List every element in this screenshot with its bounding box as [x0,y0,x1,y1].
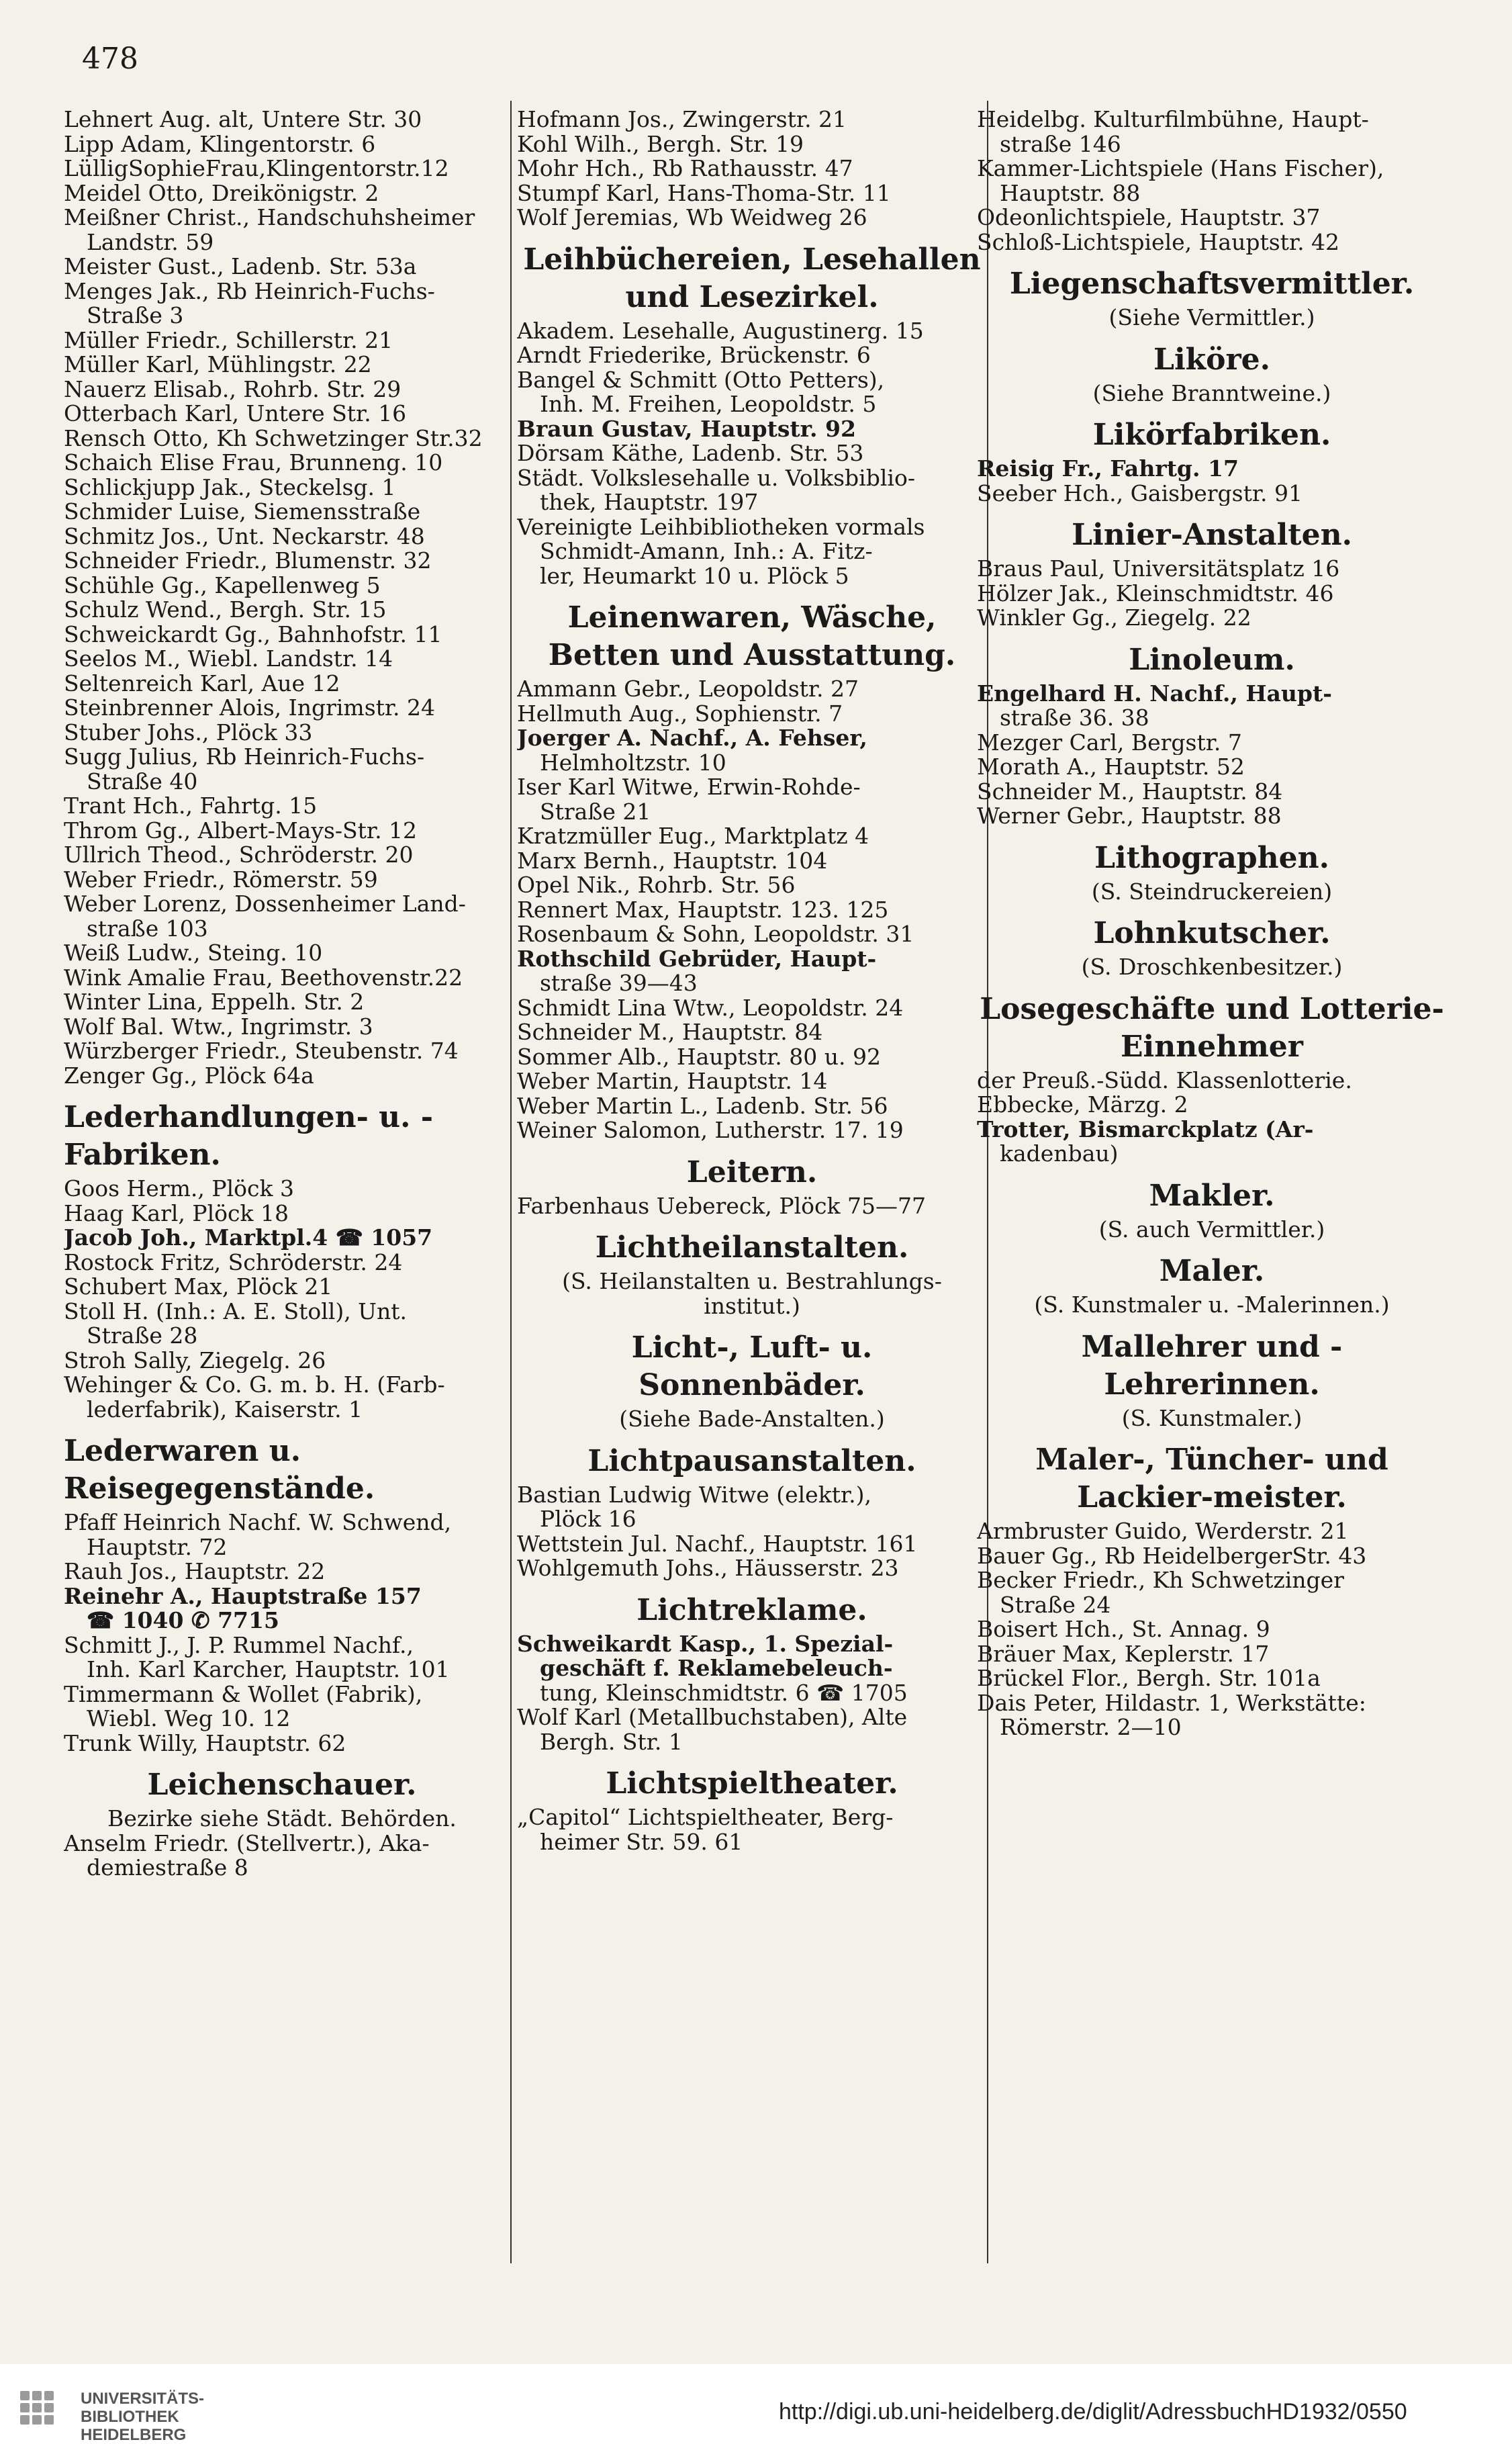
section-heading: Licht-, Luft- u. Sonnenbäder. [631,1330,873,1402]
entry-continuation: heimer Str. 59. 61 [540,1829,743,1854]
directory-entry: Weber Friedr., Römerstr. 59 [64,867,378,892]
bold-entry: Schweikardt Kasp., 1. Spezial- [517,1631,894,1656]
section-heading: Lichtreklame. [636,1592,867,1627]
library-logo-icon [20,2391,67,2438]
directory-entry: Hölzer Jak., Kleinschmidtstr. 46 [977,581,1334,606]
directory-entry: Odeonlichtspiele, Hauptstr. 37 [977,206,1321,230]
section-heading: Linier-Anstalten. [1072,518,1352,552]
directory-entry: Dais Peter, Hildastr. 1, Werkstätte: [977,1690,1366,1715]
directory-entry: Mezger Carl, Bergstr. 7 [977,730,1242,755]
entry-continuation: straße 36. 38 [1000,706,1149,731]
column-rule [510,101,512,2263]
directory-entry: Wolf Karl (Metallbuchstaben), Alte [517,1705,908,1730]
directory-entry: „Capitol“ Lichtspieltheater, Berg- [517,1805,894,1830]
entry-continuation: Schmidt-Amann, Inh.: A. Fitz- [540,539,873,564]
section-heading: Lederwaren u. Reisegegenstände. [64,1434,375,1506]
directory-entry: Müller Friedr., Schillerstr. 21 [64,328,393,353]
directory-entry: Ullrich Theod., Schröderstr. 20 [64,843,414,868]
directory-entry: Trunk Willy, Hauptstr. 62 [64,1731,346,1756]
section-heading: Lichtspieltheater. [606,1766,898,1801]
directory-entry: Dörsam Käthe, Ladenb. Str. 53 [517,441,864,466]
directory-entry: Stroh Sally, Ziegelg. 26 [64,1348,326,1373]
directory-entry: Schloß-Lichtspiele, Hauptstr. 42 [977,230,1340,255]
bold-entry: Trotter, Bismarckplatz (Ar- [977,1117,1314,1142]
directory-entry: Armbruster Guido, Werderstr. 21 [977,1519,1349,1544]
directory-column-3 [977,107,1447,1740]
directory-entry: Rosenbaum & Sohn, Leopoldstr. 31 [517,922,914,947]
cross-reference-note: Bezirke siehe Städt. Behörden. [107,1805,457,1831]
directory-entry: Wolf Jeremias, Wb Weidweg 26 [517,206,867,230]
directory-entry: Marx Bernh., Hauptstr. 104 [517,848,828,873]
section-heading: Lichtpausanstalten. [587,1443,916,1478]
library-name-line: HEIDELBERG [81,2426,187,2444]
directory-entry: Braus Paul, Universitätsplatz 16 [977,557,1340,582]
directory-entry: Schaich Elise Frau, Brunneng. 10 [64,451,443,476]
directory-entry: Throm Gg., Albert-Mays-Str. 12 [64,818,418,843]
directory-entry: Stoll H. (Inh.: A. E. Stoll), Unt. [64,1299,408,1324]
directory-entry: Rennert Max, Hauptstr. 123. 125 [517,897,889,922]
directory-entry: Rensch Otto, Kh Schwetzinger Str.32 [64,426,483,451]
directory-entry: Anselm Friedr. (Stellvertr.), Aka- [64,1831,430,1856]
entry-continuation: Straße 40 [87,769,198,794]
directory-entry: Schneider Friedr., Blumenstr. 32 [64,549,432,574]
entry-continuation: tung, Kleinschmidtstr. 6 ☎ 1705 [540,1680,908,1705]
entry-continuation: kadenbau) [1000,1142,1119,1167]
section-heading: Lichtheilanstalten. [595,1230,909,1265]
directory-entry: Bauer Gg., Rb HeidelbergerStr. 43 [977,1543,1367,1568]
cross-reference-note: (Siehe Branntweine.) [1092,379,1331,406]
directory-entry: Rostock Fritz, Schröderstr. 24 [64,1250,403,1275]
entry-continuation: Bergh. Str. 1 [540,1729,683,1754]
directory-entry: Vereinigte Leihbibliotheken vormals [517,514,925,539]
directory-entry: Schulz Wend., Bergh. Str. 15 [64,598,387,623]
directory-entry: Schmidt Lina Wtw., Leopoldstr. 24 [517,995,904,1020]
bold-entry: Rothschild Gebrüder, Haupt- [517,946,877,971]
directory-entry: Schneider M., Hauptstr. 84 [977,779,1283,804]
directory-entry: Bräuer Max, Keplerstr. 17 [977,1641,1270,1666]
entry-continuation: Hauptstr. 72 [87,1535,228,1559]
section-heading: Leitern. [686,1155,818,1189]
directory-entry: Müller Karl, Mühlingstr. 22 [64,353,372,377]
directory-entry: Becker Friedr., Kh Schwetzinger [977,1568,1344,1593]
bold-entry: Reinehr A., Hauptstraße 157 [64,1584,422,1609]
section-heading: Maler. [1159,1254,1265,1288]
directory-entry: Seltenreich Karl, Aue 12 [64,671,340,696]
cross-reference-note: (S. Heilanstalten u. Bestrahlungs- [562,1268,942,1294]
directory-entry: Bastian Ludwig Witwe (elektr.), [517,1482,871,1507]
directory-entry: Ammann Gebr., Leopoldstr. 27 [517,677,859,702]
directory-entry: Weiner Salomon, Lutherstr. 17. 19 [517,1118,904,1143]
entry-continuation: straße 39—43 [540,971,698,996]
directory-entry: Wehinger & Co. G. m. b. H. (Farb- [64,1373,445,1398]
directory-entry: Otterbach Karl, Untere Str. 16 [64,402,407,426]
directory-entry: Hofmann Jos., Zwingerstr. 21 [517,107,847,132]
entry-continuation: straße 146 [1000,132,1121,156]
directory-entry: Brückel Flor., Bergh. Str. 101a [977,1666,1321,1691]
entry-continuation: Landstr. 59 [87,230,214,255]
directory-entry: Schmitt J., J. P. Rummel Nachf., [64,1633,414,1658]
section-heading: Maler-, Tüncher- und Lackier-meister. [1035,1443,1388,1514]
section-heading: Lederhandlungen- u. -Fabriken. [64,1100,434,1172]
directory-entry: Schmitz Jos., Unt. Neckarstr. 48 [64,524,425,549]
section-heading: Liköre. [1153,342,1270,377]
cross-reference-note: (S. Kunstmaler u. -Malerinnen.) [1034,1292,1390,1318]
directory-entry: Meißner Christ., Handschuhsheimer [64,206,475,230]
directory-entry: Städt. Volkslesehalle u. Volksbiblio- [517,465,915,490]
directory-column-2 [517,107,987,1854]
section-heading: Losegeschäfte und Lotterie-Einnehmer [980,991,1444,1064]
entry-continuation: lederfabrik), Kaiserstr. 1 [87,1397,363,1422]
directory-entry: Schubert Max, Plöck 21 [64,1275,333,1300]
cross-reference-note: (Siehe Bade-Anstalten.) [619,1406,885,1432]
directory-entry: Wohlgemuth Johs., Häusserstr. 23 [517,1556,899,1581]
directory-entry: Meidel Otto, Dreikönigstr. 2 [64,181,379,206]
section-heading: Mallehrer und -Lehrerinnen. [1081,1329,1343,1402]
entry-continuation: Inh. M. Freihen, Leopoldstr. 5 [540,392,877,417]
directory-entry: Iser Karl Witwe, Erwin-Rohde- [517,775,861,800]
directory-entry: Sugg Julius, Rb Heinrich-Fuchs- [64,745,425,770]
directory-entry: Steinbrenner Alois, Ingrimstr. 24 [64,696,436,721]
directory-entry: Rauh Jos., Hauptstr. 22 [64,1559,326,1584]
source-url-link[interactable]: http://digi.ub.uni-heidelberg.de/diglit/AdressbuchHD1932/0550 [779,2399,1407,2425]
section-heading: Makler. [1149,1178,1275,1213]
directory-entry: Farbenhaus Uebereck, Plöck 75—77 [517,1193,926,1218]
directory-column-1 [64,107,500,1881]
directory-entry: Akadem. Lesehalle, Augustinerg. 15 [517,318,924,343]
directory-entry: Kohl Wilh., Bergh. Str. 19 [517,132,804,156]
directory-entry: der Preuß.-Südd. Klassenlotterie. [977,1068,1352,1093]
directory-entry: Nauerz Elisab., Rohrb. Str. 29 [64,377,401,402]
section-heading: Leinenwaren, Wäsche, Betten und Ausstattung. [548,600,956,672]
entry-continuation: Hauptstr. 88 [1000,181,1141,206]
directory-entry: Stuber Johs., Plöck 33 [64,720,313,745]
directory-entry: Lehnert Aug. alt, Untere Str. 30 [64,107,422,132]
page-number: 478 [82,42,138,76]
directory-entry: Schneider M., Hauptstr. 84 [517,1020,823,1045]
directory-entry: Schmider Luise, Siemensstraße [64,500,421,525]
library-name [81,2390,204,2444]
bold-entry: Braun Gustav, Hauptstr. 92 [517,416,856,441]
cross-reference-note: institut.) [704,1292,800,1319]
directory-entry: Weiß Ludw., Steing. 10 [64,941,323,966]
directory-entry: Kratzmüller Eug., Marktplatz 4 [517,824,869,849]
library-name-line: UNIVERSITÄTS- [81,2390,205,2408]
directory-entry: Bangel & Schmitt (Otto Petters), [517,367,885,392]
entry-continuation: Inh. Karl Karcher, Hauptstr. 101 [87,1658,450,1682]
cross-reference-note: (S. auch Vermittler.) [1098,1216,1325,1242]
directory-entry: Schlickjupp Jak., Steckelsg. 1 [64,475,396,500]
section-heading: Leihbüchereien, Lesehallen und Lesezirkel. [523,242,981,314]
directory-entry: Menges Jak., Rb Heinrich-Fuchs- [64,279,435,304]
section-heading: Leichenschauer. [147,1768,417,1802]
directory-entry: Mohr Hch., Rb Rathausstr. 47 [517,156,853,181]
entry-continuation: demiestraße 8 [87,1856,248,1881]
section-heading: Lithographen. [1094,840,1329,875]
entry-continuation: Straße 21 [540,799,651,824]
directory-entry: Morath A., Hauptstr. 52 [977,755,1245,780]
directory-entry: Opel Nik., Rohrb. Str. 56 [517,873,796,898]
bold-entry-continuation: ☎ 1040 ✆ 7715 [87,1609,279,1633]
cross-reference-note: (S. Droschkenbesitzer.) [1081,954,1343,980]
directory-entry: Wink Amalie Frau, Beethovenstr.22 [64,965,463,990]
section-heading: Liegenschaftsvermittler. [1009,267,1415,301]
directory-entry: Kammer-Lichtspiele (Hans Fischer), [977,156,1384,181]
entry-continuation: Straße 3 [87,304,184,328]
directory-entry: Timmermann & Wollet (Fabrik), [64,1682,423,1707]
bold-entry: Jacob Joh., Marktpl.4 ☎ 1057 [64,1226,433,1251]
directory-entry: Wettstein Jul. Nachf., Hauptstr. 161 [517,1531,918,1556]
directory-entry: Lipp Adam, Klingentorstr. 6 [64,132,376,156]
directory-entry: Wolf Bal. Wtw., Ingrimstr. 3 [64,1014,373,1039]
library-name-line: BIBLIOTHEK [81,2408,179,2426]
entry-continuation: Wiebl. Weg 10. 12 [87,1707,291,1731]
directory-entry: Weber Martin, Hauptstr. 14 [517,1069,828,1094]
entry-continuation: thek, Hauptstr. 197 [540,490,759,515]
directory-entry: Werner Gebr., Hauptstr. 88 [977,804,1282,829]
directory-entry: Schweickardt Gg., Bahnhofstr. 11 [64,622,442,647]
cross-reference-note: (Siehe Vermittler.) [1108,304,1315,330]
bold-entry: Joerger A. Nachf., A. Fehser, [517,726,867,751]
section-heading: Lohnkutscher. [1093,916,1331,950]
entry-continuation: Straße 28 [87,1324,198,1349]
cross-reference-note: (S. Kunstmaler.) [1121,1404,1303,1431]
directory-entry: Weber Lorenz, Dossenheimer Land- [64,892,466,917]
directory-entry: Arndt Friederike, Brückenstr. 6 [517,343,871,368]
directory-entry: Stumpf Karl, Hans-Thoma-Str. 11 [517,181,891,206]
directory-entry: Sommer Alb., Hauptstr. 80 u. 92 [517,1044,881,1069]
directory-entry: Pfaff Heinrich Nachf. W. Schwend, [64,1510,452,1535]
section-heading: Linoleum. [1129,642,1295,677]
directory-entry: Weber Martin L., Ladenb. Str. 56 [517,1093,888,1118]
directory-entry: Goos Herm., Plöck 3 [64,1177,294,1202]
directory-entry: Boisert Hch., St. Annag. 9 [977,1617,1270,1642]
directory-entry: Ebbecke, Märzg. 2 [977,1093,1188,1118]
directory-entry: Meister Gust., Ladenb. Str. 53a [64,255,417,279]
bold-entry: Reisig Fr., Fahrtg. 17 [977,457,1239,482]
directory-entry: Trant Hch., Fahrtg. 15 [64,794,318,819]
entry-continuation: straße 103 [87,916,208,941]
directory-entry: Haag Karl, Plöck 18 [64,1201,289,1226]
directory-entry: Winkler Gg., Ziegelg. 22 [977,606,1251,631]
directory-entry: Schühle Gg., Kapellenweg 5 [64,573,381,598]
entry-continuation: Römerstr. 2—10 [1000,1715,1182,1740]
directory-entry: Hellmuth Aug., Sophienstr. 7 [517,701,843,726]
bold-entry-continuation: geschäft f. Reklamebeleuch- [540,1656,893,1681]
entry-continuation: Helmholtzstr. 10 [540,750,726,775]
entry-continuation: Plöck 16 [540,1507,636,1532]
directory-entry: Winter Lina, Eppelh. Str. 2 [64,990,365,1015]
cross-reference-note: (S. Steindruckereien) [1091,878,1333,905]
entry-continuation: ler, Heumarkt 10 u. Plöck 5 [540,563,849,588]
entry-continuation: Straße 24 [1000,1592,1111,1617]
directory-entry: Seelos M., Wiebl. Landstr. 14 [64,647,393,672]
section-heading: Likörfabriken. [1092,418,1331,452]
bold-entry: Engelhard H. Nachf., Haupt- [977,681,1332,706]
directory-entry: LülligSophieFrau,Klingentorstr.12 [64,156,449,181]
directory-entry: Heidelbg. Kulturfilmbühne, Haupt- [977,107,1369,132]
directory-entry: Würzberger Friedr., Steubenstr. 74 [64,1039,459,1064]
directory-entry: Zenger Gg., Plöck 64a [64,1063,314,1088]
directory-entry: Seeber Hch., Gaisbergstr. 91 [977,481,1303,506]
